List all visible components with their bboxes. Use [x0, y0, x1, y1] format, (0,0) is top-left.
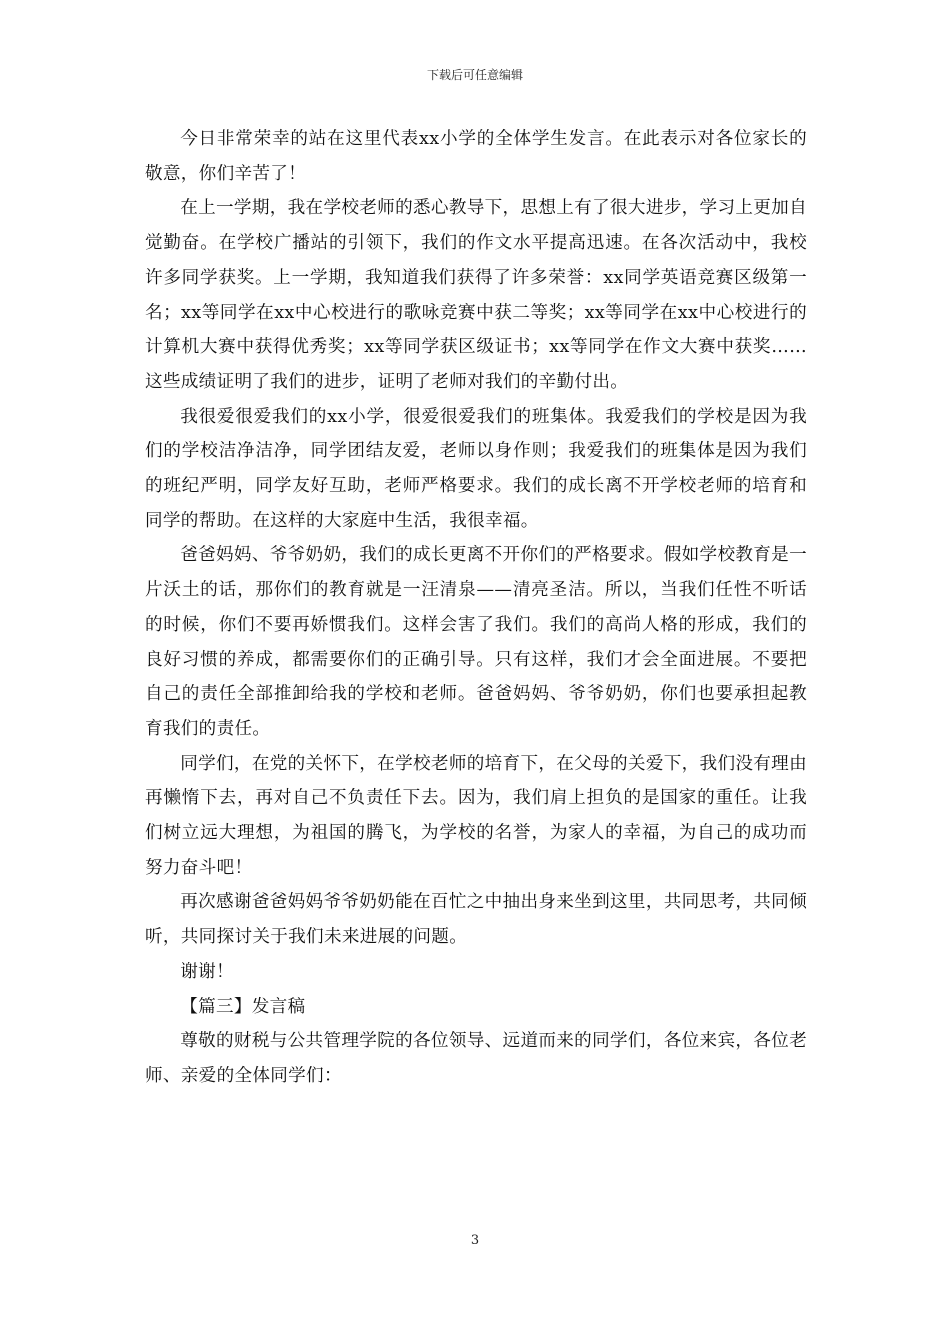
- paragraph-school-love: 我很爱很爱我们的xx小学，很爱很爱我们的班集体。我爱我们的学校是因为我们的学校洁净洁净，同学团结友爱，老师以身作则；我爱我们的班集体是因为我们的班纪严明，同学友好互助，老师严格要求。我们的成长离不开学校老师的培育和同学的帮助。在这样的大家庭中生活，我很幸福。: [145, 406, 807, 531]
- page-header: 下载后可任意编辑: [426, 68, 523, 82]
- section-heading: 【篇三】发言稿: [180, 996, 306, 1017]
- page-number: 3: [470, 1233, 480, 1248]
- paragraph-thank-you: 谢谢！: [180, 961, 234, 982]
- paragraph-thanks-again: 再次感谢爸爸妈妈爷爷奶奶能在百忙之中抽出身来坐到这里，共同思考，共同倾听，共同探讨关于我们未来进展的问题。: [145, 892, 807, 948]
- paragraph-salutation: 尊敬的财税与公共管理学院的各位领导、远道而来的同学们，各位来宾，各位老师、亲爱的全体同学们：: [145, 1031, 807, 1086]
- paragraph-classmates: 同学们，在党的关怀下，在学校老师的培育下，在父母的关爱下，我们没有理由再懒惰下去，再对自己不负责任下去。因为，我们肩上担负的是国家的重任。让我们树立远大理想，为祖国的腾飞，为学校的名誉，为家人的幸福，为自己的成功而努力奋斗吧！: [145, 753, 807, 878]
- paragraph-parents: 爸爸妈妈、爷爷奶奶，我们的成长更离不开你们的严格要求。假如学校教育是一片沃土的话，那你们的教育就是一汪清泉——清亮圣洁。所以，当我们任性不听话的时候，你们不要再娇惯我们。这样会害了我们。我们的高尚人格的形成，我们的良好习惯的养成，都需要你们的正确引导。只有这样，我们才会全面进展。不要把自己的责任全部推卸给我的学校和老师。爸爸妈妈、爷爷奶奶，你们也要承担起教育我们的责任。: [145, 545, 807, 739]
- paragraph-achievements: 在上一学期，我在学校老师的悉心教导下，思想上有了很大进步，学习上更加自觉勤奋。在学校广播站的引领下，我们的作文水平提高迅速。在各次活动中，我校许多同学获奖。上一学期，我知道我们获得了许多荣誉：xx同学英语竞赛区级第一名；xx等同学在xx中心校进行的歌咏竞赛中获二等奖；xx等同学在xx中心校进行的计算机大赛中获得优秀奖；xx等同学获区级证书；xx等同学在作文大赛中获奖……这些成绩证明了我们的进步，证明了老师对我们的辛勤付出。: [145, 198, 807, 392]
- paragraph-intro: 今日非常荣幸的站在这里代表xx小学的全体学生发言。在此表示对各位家长的敬意，你们辛苦了！: [145, 129, 807, 184]
- document-body: [145, 122, 807, 1094]
